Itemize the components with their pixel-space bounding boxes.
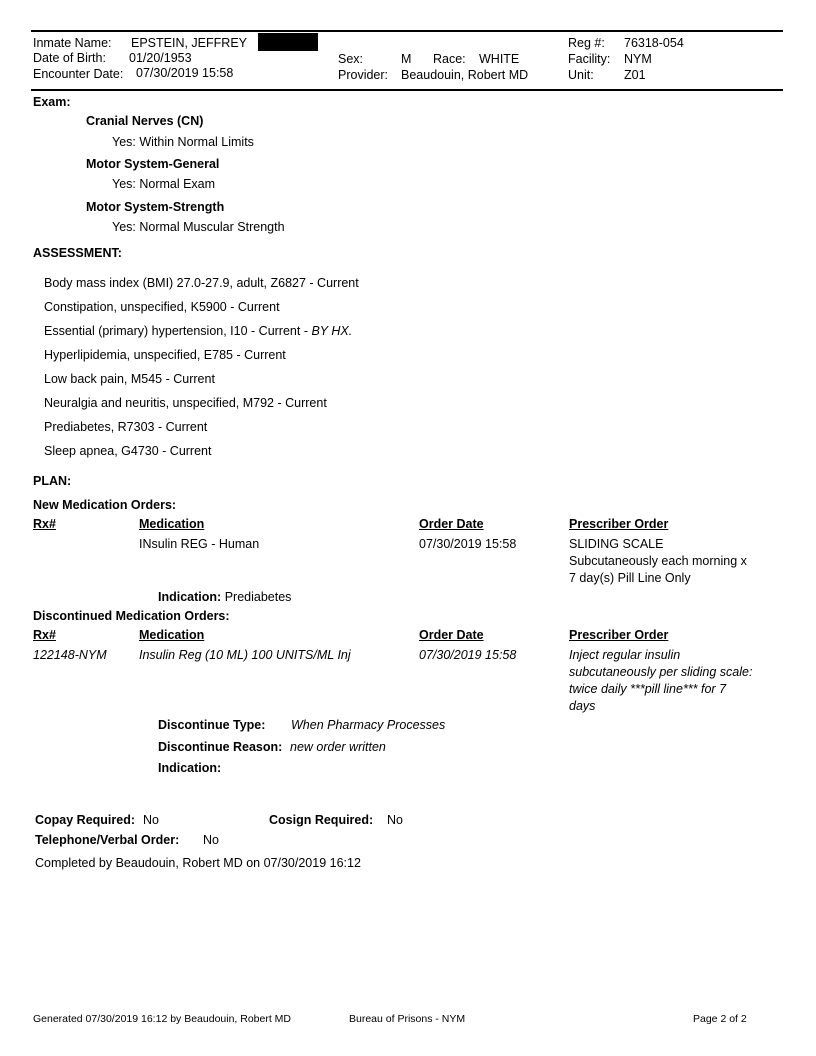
reg-label: Reg #: — [568, 36, 605, 50]
assessment-item: Low back pain, M545 - Current — [44, 372, 215, 386]
new-order-prescriber-line: SLIDING SCALE — [569, 537, 664, 551]
inmate-name: EPSTEIN, JEFFREY — [131, 36, 247, 50]
new-orders-title: New Medication Orders: — [33, 498, 177, 512]
provider-value: Beaudouin, Robert MD — [401, 68, 529, 82]
disc-indication-label: Indication: — [158, 761, 222, 775]
new-order-prescriber-line: 7 day(s) Pill Line Only — [569, 571, 691, 585]
new-order-prescriber-line: Subcutaneously each morning x — [569, 554, 747, 568]
dob-value: 01/20/1953 — [129, 51, 192, 65]
copay-value: No — [143, 813, 159, 827]
assessment-title: ASSESSMENT: — [33, 246, 122, 260]
assessment-item — [44, 324, 352, 338]
encounter-date-label: Encounter Date: — [33, 67, 124, 81]
reg-value: 76318-054 — [624, 36, 684, 50]
discontinue-reason-label: Discontinue Reason: — [158, 740, 283, 754]
disc-order-prescriber-line: twice daily ***pill line*** for 7 — [569, 682, 727, 696]
assessment-item: Constipation, unspecified, K5900 - Current — [44, 300, 280, 314]
assessment-item: Body mass index (BMI) 27.0-27.9, adult, Z6827 - Current — [44, 276, 359, 290]
cosign-label: Cosign Required: — [269, 813, 374, 827]
col-prescriber-order: Prescriber Order — [569, 517, 669, 531]
exam-item-result: Yes: Normal Muscular Strength — [112, 220, 285, 234]
race-label: Race: — [433, 52, 466, 66]
discontinue-reason-value: new order written — [290, 740, 386, 754]
col-medication: Medication — [139, 517, 205, 531]
col-rx: Rx# — [33, 628, 56, 642]
exam-item-result: Yes: Within Normal Limits — [112, 135, 254, 149]
new-order-indication — [158, 590, 291, 604]
disc-order-medication: Insulin Reg (10 ML) 100 UNITS/ML Inj — [139, 648, 351, 662]
telephone-label: Telephone/Verbal Order: — [35, 833, 180, 847]
col-order-date: Order Date — [419, 517, 484, 531]
indication-label: Indication: — [158, 590, 222, 604]
discontinue-type-label: Discontinue Type: — [158, 718, 266, 732]
completed-by: Completed by Beaudouin, Robert MD on 07/30/2019 16:12 — [35, 856, 361, 870]
provider-label: Provider: — [338, 68, 389, 82]
footer-bureau: Bureau of Prisons - NYM — [349, 1013, 466, 1025]
indication-value: Prediabetes — [224, 590, 292, 604]
sex-label: Sex: — [338, 52, 364, 66]
assessment-item: Hyperlipidemia, unspecified, E785 - Current — [44, 348, 286, 362]
redaction-box — [258, 33, 318, 51]
disc-order-prescriber-line: Inject regular insulin — [569, 648, 681, 662]
header-bottom-rule — [31, 89, 783, 91]
sex-value: M — [401, 52, 412, 66]
col-medication: Medication — [139, 628, 205, 642]
facility-value: NYM — [624, 52, 652, 66]
footer-generated: Generated 07/30/2019 16:12 by Beaudouin, Robert MD — [33, 1013, 292, 1025]
discontinued-title: Discontinued Medication Orders: — [33, 609, 230, 623]
hypertension-note: BY HX. — [311, 324, 353, 338]
exam-title: Exam: — [33, 95, 71, 109]
exam-item-name: Cranial Nerves (CN) — [86, 114, 204, 128]
col-prescriber-order: Prescriber Order — [569, 628, 669, 642]
disc-order-prescriber-line: days — [569, 699, 596, 713]
dob-label: Date of Birth: — [33, 51, 106, 65]
footer-page-number: Page 2 of 2 — [693, 1013, 747, 1025]
inmate-name-label: Inmate Name: — [33, 36, 112, 50]
telephone-value: No — [203, 833, 219, 847]
discontinue-type-value: When Pharmacy Processes — [291, 718, 446, 732]
cosign-value: No — [387, 813, 403, 827]
header-top-rule — [31, 30, 783, 32]
new-order-medication: INsulin REG - Human — [139, 537, 260, 551]
assessment-item: Prediabetes, R7303 - Current — [44, 420, 208, 434]
unit-value: Z01 — [624, 68, 646, 82]
unit-label: Unit: — [568, 68, 594, 82]
new-order-date: 07/30/2019 15:58 — [419, 537, 517, 551]
assessment-item: Neuralgia and neuritis, unspecified, M792 - Current — [44, 396, 327, 410]
disc-order-prescriber-line: subcutaneously per sliding scale: — [569, 665, 753, 679]
exam-item-name: Motor System-Strength — [86, 200, 225, 214]
disc-order-rx: 122148-NYM — [33, 648, 107, 662]
col-rx: Rx# — [33, 517, 56, 531]
race-value: WHITE — [479, 52, 520, 66]
plan-title: PLAN: — [33, 474, 72, 488]
copay-label: Copay Required: — [35, 813, 136, 827]
disc-order-date: 07/30/2019 15:58 — [419, 648, 517, 662]
exam-item-name: Motor System-General — [86, 157, 220, 171]
encounter-date-value: 07/30/2019 15:58 — [136, 66, 234, 80]
assessment-item: Sleep apnea, G4730 - Current — [44, 444, 212, 458]
col-order-date: Order Date — [419, 628, 484, 642]
exam-item-result: Yes: Normal Exam — [112, 177, 216, 191]
facility-label: Facility: — [568, 52, 611, 66]
assessment-item-text: Essential (primary) hypertension, I10 - Current - — [44, 324, 312, 338]
